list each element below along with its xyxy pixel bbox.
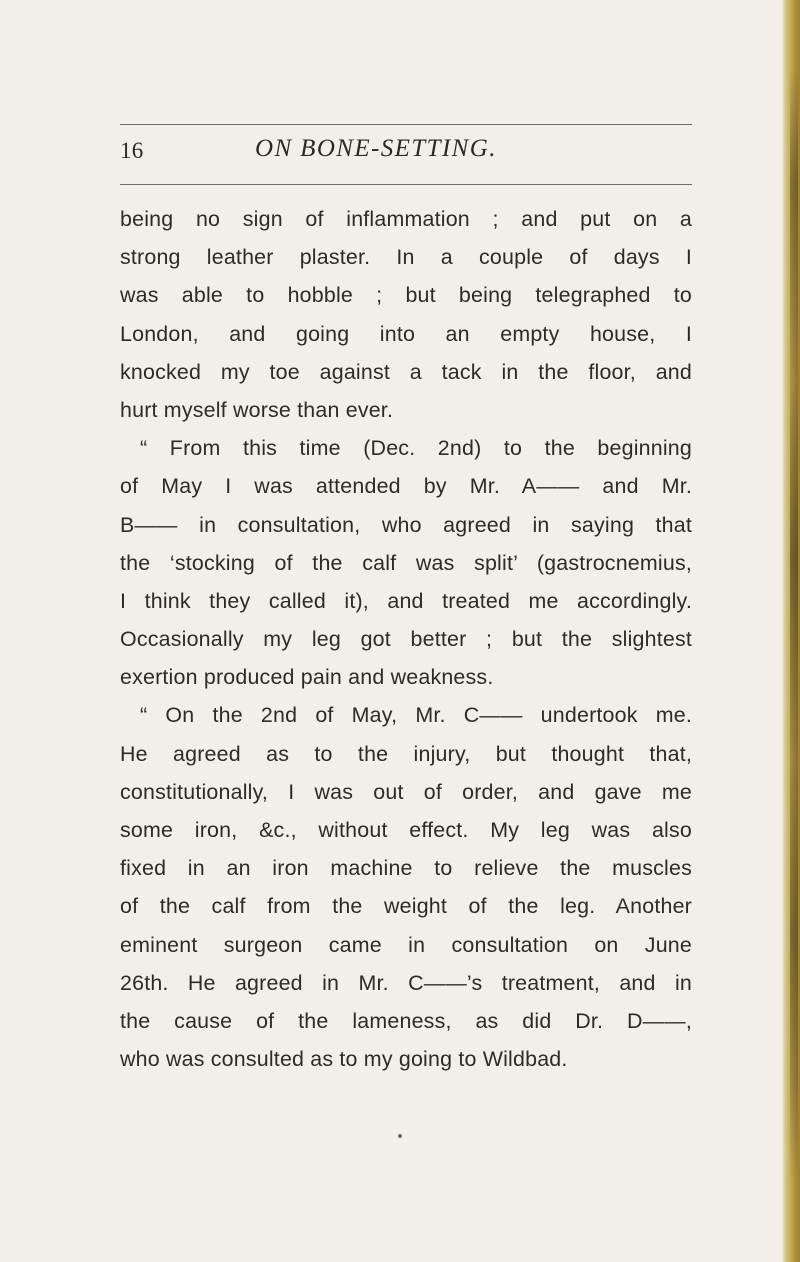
text-line: strong leather plaster. In a couple of days I xyxy=(120,245,692,270)
header-top-rule xyxy=(120,124,692,125)
text-line: was able to hobble ; but being telegraphed to xyxy=(120,283,692,308)
text-line: I think they called it), and treated me accordingly. xyxy=(120,588,692,613)
text-line: exertion produced pain and weakness. xyxy=(120,665,494,690)
text-line: He agreed as to the injury, but thought that, xyxy=(120,741,692,766)
text-line: of May I was attended by Mr. A—— and Mr. xyxy=(120,474,692,499)
text-line: Occasionally my leg got better ; but the slightest xyxy=(120,627,692,652)
text-line: who was consulted as to my going to Wildbad. xyxy=(120,1047,568,1072)
text-line: “ On the 2nd of May, Mr. C—— undertook me. xyxy=(140,703,692,728)
text-line: hurt myself worse than ever. xyxy=(120,397,394,422)
running-head: ON BONE-SETTING. xyxy=(255,135,497,162)
page-number: 16 xyxy=(120,138,144,163)
text-line: fixed in an iron machine to relieve the muscles xyxy=(120,856,692,881)
text-line: knocked my toe against a tack in the floor, and xyxy=(120,359,692,384)
text-line: eminent surgeon came in consultation on June xyxy=(120,932,692,957)
page-gutter-edge xyxy=(782,0,800,1262)
text-line: the cause of the lameness, as did Dr. D——, xyxy=(120,1008,692,1033)
text-line: 26th. He agreed in Mr. C——’s treatment, and in xyxy=(120,970,692,995)
header-bottom-rule xyxy=(120,184,692,185)
text-line: the ‘stocking of the calf was split’ (gastrocnemius, xyxy=(120,550,692,575)
text-line: London, and going into an empty house, I xyxy=(120,321,692,346)
text-line: of the calf from the weight of the leg. Another xyxy=(120,894,692,919)
text-line: constitutionally, I was out of order, and gave me xyxy=(120,779,692,804)
text-line: being no sign of inflammation ; and put on a xyxy=(120,207,692,231)
body-text xyxy=(120,200,692,1078)
text-line: B—— in consultation, who agreed in saying that xyxy=(120,512,692,537)
ink-speck xyxy=(398,1134,402,1138)
gutter-shadow xyxy=(790,70,798,1180)
text-line: “ From this time (Dec. 2nd) to the beginning xyxy=(140,436,692,461)
text-line: some iron, &c., without effect. My leg was also xyxy=(120,818,692,842)
